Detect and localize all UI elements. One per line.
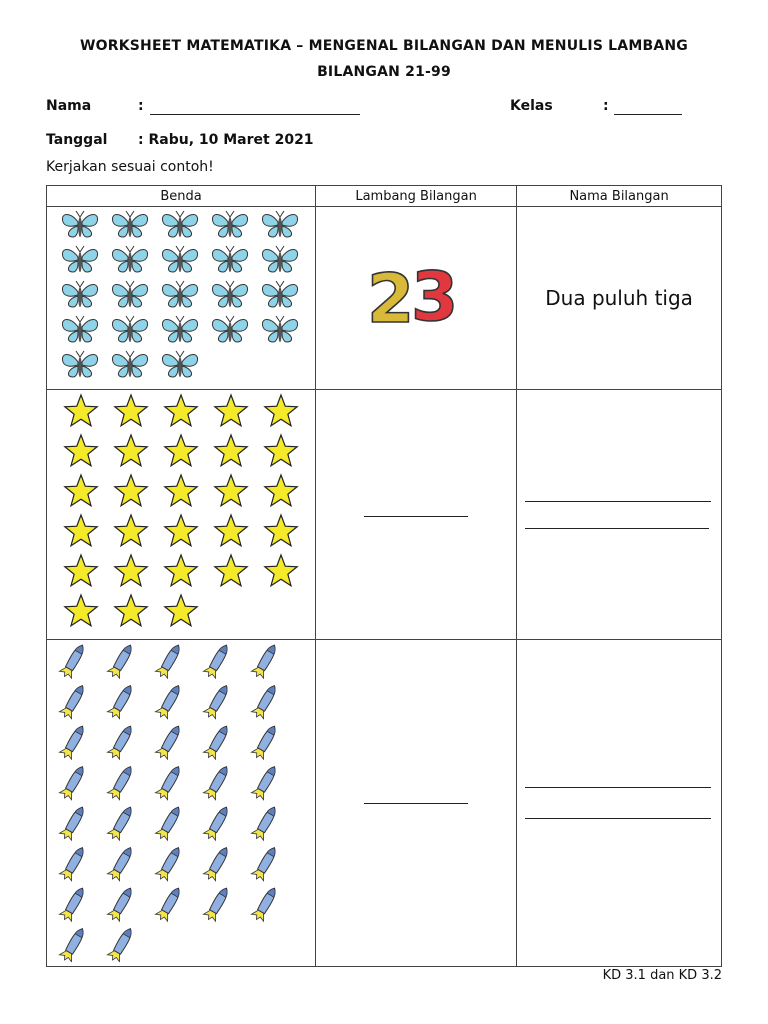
rocket-icon: [154, 844, 184, 882]
rocket-icon: [58, 642, 88, 680]
header-benda: Benda: [47, 186, 316, 207]
butterfly-icon: [162, 351, 197, 377]
star-icon: [165, 395, 197, 426]
star-icon: [165, 435, 197, 466]
rocket-icon: [106, 804, 136, 842]
kelas-label: Kelas: [510, 98, 553, 114]
kelas-blank-line[interactable]: [614, 114, 682, 115]
butterfly-icon: [262, 246, 297, 272]
star-icon: [165, 595, 197, 626]
rocket-icon: [106, 642, 136, 680]
star-icon: [265, 515, 297, 546]
butterfly-icon: [162, 211, 197, 237]
star-icon: [65, 555, 97, 586]
benda-cell-stars: [47, 390, 316, 640]
star-icon: [115, 595, 147, 626]
nama-answer-line-1[interactable]: [525, 501, 711, 502]
butterfly-icon: [162, 246, 197, 272]
butterfly-icon: [112, 246, 147, 272]
rocket-icon: [202, 844, 232, 882]
star-icon: [65, 595, 97, 626]
star-icon: [265, 555, 297, 586]
butterfly-icon: [212, 316, 247, 342]
rocket-icon: [154, 723, 184, 761]
rocket-icon: [154, 763, 184, 801]
example-number-name: Dua puluh tiga: [545, 286, 693, 310]
rocket-icon: [58, 804, 88, 842]
rocket-icon: [58, 682, 88, 720]
lambang-cell-example: [316, 207, 517, 390]
star-icon: [165, 555, 197, 586]
worksheet-title-line2: BILANGAN 21-99: [317, 64, 451, 80]
star-icon: [215, 435, 247, 466]
star-icon: [265, 395, 297, 426]
butterfly-grid: [47, 207, 315, 385]
worksheet-table: [46, 185, 722, 967]
nama-cell-example: [517, 207, 722, 390]
rocket-icon: [106, 885, 136, 923]
rocket-icon: [154, 682, 184, 720]
rocket-icon: [250, 682, 280, 720]
rocket-icon: [106, 925, 136, 962]
rocket-icon: [202, 723, 232, 761]
nama-answer-line-2[interactable]: [525, 818, 711, 819]
tanggal-value: : Rabu, 10 Maret 2021: [138, 132, 314, 148]
butterfly-icon: [262, 316, 297, 342]
tanggal-label: Tanggal: [46, 132, 108, 148]
butterfly-icon: [62, 281, 97, 307]
nama-answer-line-2[interactable]: [525, 528, 709, 529]
butterfly-icon: [262, 211, 297, 237]
butterfly-icon: [212, 211, 247, 237]
lambang-cell-rockets: [316, 640, 517, 967]
nama-blank-line[interactable]: [150, 114, 360, 115]
rocket-icon: [202, 682, 232, 720]
rocket-icon: [154, 885, 184, 923]
digit-3: 3: [411, 258, 459, 336]
instruction-text: Kerjakan sesuai contoh!: [46, 159, 214, 175]
star-icon: [115, 555, 147, 586]
kelas-colon: :: [603, 98, 609, 114]
star-icon: [65, 515, 97, 546]
rocket-icon: [202, 763, 232, 801]
rocket-icon: [250, 763, 280, 801]
butterfly-icon: [112, 281, 147, 307]
rocket-icon: [250, 723, 280, 761]
star-icon: [215, 395, 247, 426]
star-icon: [165, 475, 197, 506]
table-row: [47, 390, 722, 640]
butterfly-icon: [62, 211, 97, 237]
rocket-icon: [106, 844, 136, 882]
star-icon: [265, 435, 297, 466]
nama-answer-line-1[interactable]: [525, 787, 711, 788]
rocket-icon: [58, 844, 88, 882]
rocket-icon: [58, 885, 88, 923]
star-icon: [65, 475, 97, 506]
number-23-illustration: [361, 256, 471, 336]
rocket-icon: [106, 763, 136, 801]
rocket-icon: [58, 763, 88, 801]
butterfly-icon: [162, 316, 197, 342]
rocket-icon: [154, 642, 184, 680]
star-icon: [215, 475, 247, 506]
digit-2: 2: [367, 260, 415, 336]
rocket-icon: [250, 844, 280, 882]
lambang-answer-line[interactable]: [364, 516, 468, 517]
rocket-icon: [58, 925, 88, 962]
table-row: [47, 640, 722, 967]
rocket-icon: [154, 804, 184, 842]
header-nama-bilangan: Nama Bilangan: [517, 186, 722, 207]
header-lambang-bilangan: Lambang Bilangan: [316, 186, 517, 207]
rocket-icon: [202, 642, 232, 680]
rocket-icon: [106, 723, 136, 761]
rocket-icon: [58, 723, 88, 761]
rocket-icon: [202, 885, 232, 923]
star-icon: [115, 515, 147, 546]
footer-kd: KD 3.1 dan KD 3.2: [602, 968, 722, 983]
lambang-cell-stars: [316, 390, 517, 640]
butterfly-icon: [62, 246, 97, 272]
butterfly-icon: [212, 246, 247, 272]
butterfly-icon: [112, 211, 147, 237]
butterfly-icon: [212, 281, 247, 307]
star-grid: [47, 390, 315, 635]
nama-cell-rockets: [517, 640, 722, 967]
star-icon: [65, 435, 97, 466]
nama-label: Nama: [46, 98, 92, 114]
table-header-row: [47, 186, 722, 207]
benda-cell-rockets: [47, 640, 316, 967]
rocket-grid: [47, 640, 315, 962]
star-icon: [215, 555, 247, 586]
star-icon: [165, 515, 197, 546]
butterfly-icon: [112, 316, 147, 342]
butterfly-icon: [112, 351, 147, 377]
rocket-icon: [250, 885, 280, 923]
benda-cell-butterflies: [47, 207, 316, 390]
nama-colon: :: [138, 98, 144, 114]
lambang-answer-line[interactable]: [364, 803, 468, 804]
butterfly-icon: [62, 351, 97, 377]
rocket-icon: [250, 804, 280, 842]
rocket-icon: [202, 804, 232, 842]
nama-cell-stars: [517, 390, 722, 640]
rocket-icon: [106, 682, 136, 720]
star-icon: [215, 515, 247, 546]
star-icon: [65, 395, 97, 426]
rocket-icon: [250, 642, 280, 680]
butterfly-icon: [62, 316, 97, 342]
table-row: [47, 207, 722, 390]
butterfly-icon: [162, 281, 197, 307]
star-icon: [115, 475, 147, 506]
star-icon: [115, 435, 147, 466]
worksheet-title-line1: WORKSHEET MATEMATIKA – MENGENAL BILANGAN DAN MENULIS LAMBANG: [80, 38, 688, 54]
star-icon: [115, 395, 147, 426]
butterfly-icon: [262, 281, 297, 307]
star-icon: [265, 475, 297, 506]
